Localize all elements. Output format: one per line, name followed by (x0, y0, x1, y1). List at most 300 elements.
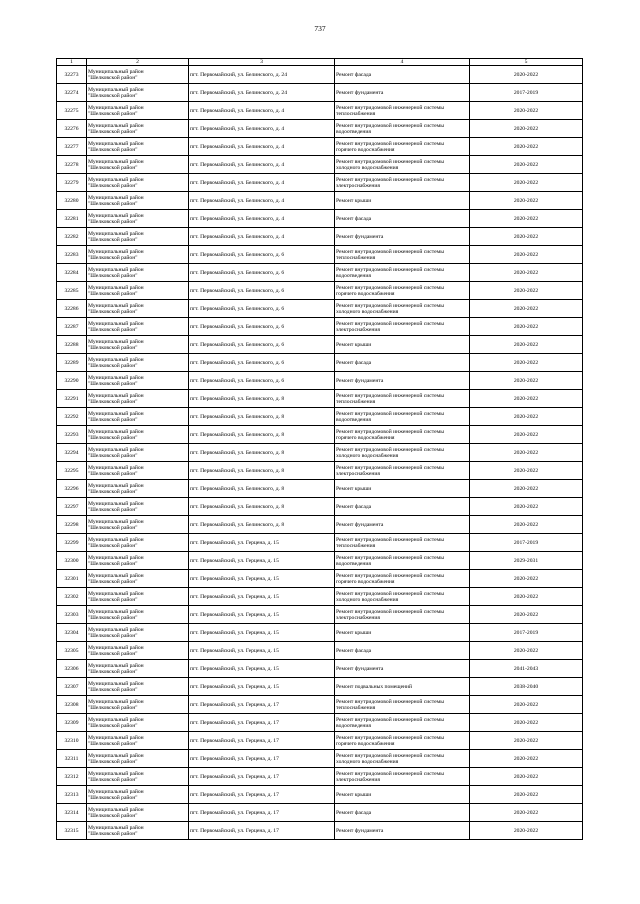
municipality-cell (87, 210, 189, 228)
table-row (57, 156, 583, 174)
table-row (57, 624, 583, 642)
header-col-5: 5 (470, 59, 583, 66)
address-cell: пгт. Первомайский, ул. Герцена, д. 15 (189, 642, 335, 660)
work-type-cell (335, 444, 470, 462)
work-type-line-2: теплоснабжения (336, 704, 376, 711)
table-row (57, 696, 583, 714)
row-number-cell: 32302 (57, 588, 87, 606)
municipality-line-2: "Шелковской район" (88, 596, 138, 603)
municipality-line-1: Муниципальный район (88, 104, 144, 111)
work-type-line-1: Ремонт фундамента (336, 89, 384, 96)
work-type-cell (335, 660, 470, 678)
work-type-line-1: Ремонт фасада (336, 503, 372, 510)
period-cell: 2029-2031 (470, 552, 583, 570)
row-number-cell: 32301 (57, 570, 87, 588)
period-cell: 2020-2022 (470, 336, 583, 354)
table-row (57, 66, 583, 84)
work-type-cell (335, 804, 470, 822)
work-type-line-1: Ремонт внутридомовой инженерной системы (336, 248, 444, 255)
work-type-cell (335, 156, 470, 174)
work-type-line-2: электроснабжения (336, 776, 380, 783)
municipality-line-1: Муниципальный район (88, 806, 144, 813)
municipality-cell (87, 120, 189, 138)
municipality-line-1: Муниципальный район (88, 698, 144, 705)
municipality-line-2: "Шелковской район" (88, 740, 138, 747)
period-cell: 2020-2022 (470, 426, 583, 444)
address-cell: пгт. Первомайский, ул. Белинского, д. 8 (189, 390, 335, 408)
address-cell: пгт. Первомайский, ул. Герцена, д. 17 (189, 804, 335, 822)
work-type-cell (335, 408, 470, 426)
municipality-line-2: "Шелковской район" (88, 452, 138, 459)
municipality-line-2: "Шелковской район" (88, 830, 138, 837)
municipality-cell (87, 408, 189, 426)
period-cell: 2020-2022 (470, 120, 583, 138)
period-cell: 2020-2022 (470, 498, 583, 516)
period-cell: 2020-2022 (470, 606, 583, 624)
period-cell: 2020-2022 (470, 210, 583, 228)
address-cell: пгт. Первомайский, ул. Белинского, д. 24 (189, 66, 335, 84)
period-cell: 2020-2022 (470, 804, 583, 822)
municipality-line-2: "Шелковской район" (88, 308, 138, 315)
work-type-line-1: Ремонт крыши (336, 791, 372, 798)
municipality-line-1: Муниципальный район (88, 356, 144, 363)
address-cell: пгт. Первомайский, ул. Белинского, д. 6 (189, 336, 335, 354)
period-cell: 2020-2022 (470, 300, 583, 318)
table-row (57, 120, 583, 138)
address-cell: пгт. Первомайский, ул. Герцена, д. 15 (189, 678, 335, 696)
address-cell: пгт. Первомайский, ул. Белинского, д. 4 (189, 102, 335, 120)
work-type-line-1: Ремонт крыши (336, 197, 372, 204)
municipality-line-2: "Шелковской район" (88, 704, 138, 711)
row-number-cell: 32294 (57, 444, 87, 462)
municipality-cell (87, 336, 189, 354)
municipality-line-1: Муниципальный район (88, 716, 144, 723)
work-type-cell (335, 732, 470, 750)
municipality-line-1: Муниципальный район (88, 176, 144, 183)
municipality-line-2: "Шелковской район" (88, 200, 138, 207)
work-type-line-1: Ремонт внутридомовой инженерной системы (336, 716, 444, 723)
municipality-line-2: "Шелковской район" (88, 218, 138, 225)
address-cell: пгт. Первомайский, ул. Герцена, д. 17 (189, 822, 335, 840)
period-cell: 2041-2043 (470, 660, 583, 678)
municipality-cell (87, 804, 189, 822)
work-type-line-2: горячего водоснабжения (336, 434, 395, 441)
municipality-cell (87, 552, 189, 570)
work-type-cell (335, 678, 470, 696)
municipality-cell (87, 768, 189, 786)
municipality-line-2: "Шелковской район" (88, 164, 138, 171)
address-cell: пгт. Первомайский, ул. Герцена, д. 15 (189, 534, 335, 552)
table-row (57, 552, 583, 570)
row-number-cell: 32304 (57, 624, 87, 642)
work-type-cell (335, 498, 470, 516)
period-cell: 2020-2022 (470, 444, 583, 462)
address-cell: пгт. Первомайский, ул. Белинского, д. 8 (189, 498, 335, 516)
municipality-cell (87, 228, 189, 246)
address-cell: пгт. Первомайский, ул. Белинского, д. 24 (189, 84, 335, 102)
address-cell: пгт. Первомайский, ул. Герцена, д. 17 (189, 786, 335, 804)
municipality-cell (87, 624, 189, 642)
work-type-line-1: Ремонт фасада (336, 359, 372, 366)
period-cell: 2020-2022 (470, 246, 583, 264)
work-type-line-1: Ремонт внутридомовой инженерной системы (336, 104, 444, 111)
work-type-line-2: водоотведения (336, 722, 371, 729)
municipality-line-2: "Шелковской район" (88, 74, 138, 81)
address-cell: пгт. Первомайский, ул. Белинского, д. 8 (189, 426, 335, 444)
period-cell: 2020-2022 (470, 372, 583, 390)
address-cell: пгт. Первомайский, ул. Герцена, д. 17 (189, 714, 335, 732)
row-number-cell: 32299 (57, 534, 87, 552)
period-cell: 2020-2022 (470, 390, 583, 408)
municipality-line-2: "Шелковской район" (88, 722, 138, 729)
address-cell: пгт. Первомайский, ул. Белинского, д. 6 (189, 264, 335, 282)
table-row (57, 606, 583, 624)
row-number-cell: 32315 (57, 822, 87, 840)
table-row (57, 408, 583, 426)
municipality-line-2: "Шелковской район" (88, 92, 138, 99)
period-cell: 2020-2022 (470, 408, 583, 426)
period-cell: 2020-2022 (470, 480, 583, 498)
period-cell: 2020-2022 (470, 642, 583, 660)
municipality-line-1: Муниципальный район (88, 122, 144, 129)
work-type-line-2: электроснабжения (336, 182, 380, 189)
work-type-cell (335, 588, 470, 606)
table-row (57, 570, 583, 588)
table-row (57, 228, 583, 246)
work-type-line-2: электроснабжения (336, 614, 380, 621)
table-row (57, 444, 583, 462)
work-type-cell (335, 372, 470, 390)
period-cell: 2020-2022 (470, 354, 583, 372)
address-cell: пгт. Первомайский, ул. Белинского, д. 4 (189, 174, 335, 192)
work-type-line-2: теплоснабжения (336, 254, 376, 261)
table-row (57, 678, 583, 696)
table-row (57, 732, 583, 750)
work-type-line-1: Ремонт внутридомовой инженерной системы (336, 554, 444, 561)
row-number-cell: 32309 (57, 714, 87, 732)
work-type-line-1: Ремонт внутридомовой инженерной системы (336, 536, 444, 543)
table-row (57, 84, 583, 102)
work-type-cell (335, 282, 470, 300)
municipality-line-1: Муниципальный район (88, 338, 144, 345)
table-row (57, 336, 583, 354)
work-type-cell (335, 66, 470, 84)
address-cell: пгт. Первомайский, ул. Белинского, д. 4 (189, 228, 335, 246)
period-cell: 2020-2022 (470, 768, 583, 786)
municipality-line-2: "Шелковской район" (88, 632, 138, 639)
address-cell: пгт. Первомайский, ул. Герцена, д. 17 (189, 696, 335, 714)
municipality-line-2: "Шелковской район" (88, 542, 138, 549)
address-cell: пгт. Первомайский, ул. Герцена, д. 15 (189, 552, 335, 570)
municipality-cell (87, 102, 189, 120)
table-row (57, 786, 583, 804)
row-number-cell: 32288 (57, 336, 87, 354)
municipality-line-1: Муниципальный район (88, 770, 144, 777)
municipality-cell (87, 786, 189, 804)
address-cell: пгт. Первомайский, ул. Белинского, д. 6 (189, 300, 335, 318)
municipality-line-2: "Шелковской район" (88, 812, 138, 819)
table-row (57, 138, 583, 156)
period-cell: 2020-2022 (470, 318, 583, 336)
work-type-line-1: Ремонт крыши (336, 629, 372, 636)
row-number-cell: 32305 (57, 642, 87, 660)
work-type-cell (335, 552, 470, 570)
work-type-line-2: горячего водоснабжения (336, 578, 395, 585)
work-type-line-1: Ремонт внутридомовой инженерной системы (336, 140, 444, 147)
page-number: 737 (314, 24, 326, 33)
municipality-cell (87, 678, 189, 696)
header-col-3: 3 (189, 59, 335, 66)
address-cell: пгт. Первомайский, ул. Белинского, д. 8 (189, 408, 335, 426)
header-col-4: 4 (335, 59, 470, 66)
header-col-2: 2 (87, 59, 189, 66)
period-cell: 2020-2022 (470, 786, 583, 804)
table-row (57, 192, 583, 210)
municipality-line-2: "Шелковской район" (88, 488, 138, 495)
municipality-line-2: "Шелковской район" (88, 128, 138, 135)
municipality-cell (87, 570, 189, 588)
table-row (57, 354, 583, 372)
municipality-line-1: Муниципальный район (88, 590, 144, 597)
municipality-line-2: "Шелковской район" (88, 272, 138, 279)
municipality-cell (87, 696, 189, 714)
row-number-cell: 32303 (57, 606, 87, 624)
municipality-line-2: "Шелковской район" (88, 254, 138, 261)
address-cell: пгт. Первомайский, ул. Белинского, д. 8 (189, 444, 335, 462)
work-type-line-2: холодного водоснабжения (336, 452, 399, 459)
work-type-cell (335, 822, 470, 840)
work-type-line-1: Ремонт внутридомовой инженерной системы (336, 752, 444, 759)
municipality-cell (87, 516, 189, 534)
municipality-cell (87, 642, 189, 660)
row-number-cell: 32293 (57, 426, 87, 444)
municipality-cell (87, 822, 189, 840)
table-row (57, 750, 583, 768)
municipality-line-2: "Шелковской район" (88, 398, 138, 405)
period-cell: 2017-2019 (470, 534, 583, 552)
municipality-line-2: "Шелковской район" (88, 578, 138, 585)
address-cell: пгт. Первомайский, ул. Белинского, д. 6 (189, 246, 335, 264)
municipality-line-2: "Шелковской район" (88, 614, 138, 621)
municipality-cell (87, 588, 189, 606)
work-type-line-1: Ремонт фасада (336, 71, 372, 78)
row-number-cell: 32280 (57, 192, 87, 210)
work-type-line-1: Ремонт подвальных помещений (336, 683, 413, 690)
work-type-line-1: Ремонт фасада (336, 809, 372, 816)
work-type-cell (335, 606, 470, 624)
address-cell: пгт. Первомайский, ул. Белинского, д. 8 (189, 516, 335, 534)
municipality-line-2: "Шелковской район" (88, 560, 138, 567)
municipality-line-1: Муниципальный район (88, 410, 144, 417)
work-type-line-2: электроснабжения (336, 470, 380, 477)
municipality-line-1: Муниципальный район (88, 320, 144, 327)
work-type-cell (335, 354, 470, 372)
municipality-line-1: Муниципальный район (88, 662, 144, 669)
municipality-line-1: Муниципальный район (88, 788, 144, 795)
period-cell: 2020-2022 (470, 228, 583, 246)
address-cell: пгт. Первомайский, ул. Белинского, д. 6 (189, 318, 335, 336)
header-col-1: 1 (57, 59, 87, 66)
municipality-line-1: Муниципальный район (88, 428, 144, 435)
period-cell: 2020-2022 (470, 750, 583, 768)
row-number-cell: 32289 (57, 354, 87, 372)
work-type-line-2: теплоснабжения (336, 398, 376, 405)
row-number-cell: 32284 (57, 264, 87, 282)
period-cell: 2038-2040 (470, 678, 583, 696)
work-type-line-1: Ремонт внутридомовой инженерной системы (336, 158, 444, 165)
municipality-line-1: Муниципальный район (88, 284, 144, 291)
work-type-line-1: Ремонт внутридомовой инженерной системы (336, 572, 444, 579)
municipality-cell (87, 138, 189, 156)
work-type-line-1: Ремонт крыши (336, 485, 372, 492)
municipality-line-1: Муниципальный район (88, 446, 144, 453)
address-cell: пгт. Первомайский, ул. Герцена, д. 15 (189, 624, 335, 642)
municipality-line-2: "Шелковской район" (88, 668, 138, 675)
municipality-cell (87, 480, 189, 498)
work-type-cell (335, 318, 470, 336)
municipality-line-2: "Шелковской район" (88, 524, 138, 531)
row-number-cell: 32286 (57, 300, 87, 318)
work-type-line-1: Ремонт внутридомовой инженерной системы (336, 608, 444, 615)
address-cell: пгт. Первомайский, ул. Белинского, д. 4 (189, 120, 335, 138)
work-type-line-2: горячего водоснабжения (336, 290, 395, 297)
table-row (57, 246, 583, 264)
row-number-cell: 32306 (57, 660, 87, 678)
work-type-line-1: Ремонт внутридомовой инженерной системы (336, 698, 444, 705)
table-body (57, 66, 583, 840)
municipality-line-1: Муниципальный район (88, 752, 144, 759)
table-row (57, 768, 583, 786)
municipality-line-2: "Шелковской район" (88, 416, 138, 423)
row-number-cell: 32307 (57, 678, 87, 696)
work-type-cell (335, 102, 470, 120)
municipality-line-1: Муниципальный район (88, 230, 144, 237)
municipality-cell (87, 318, 189, 336)
period-cell: 2020-2022 (470, 282, 583, 300)
work-type-line-2: холодного водоснабжения (336, 164, 399, 171)
municipality-line-1: Муниципальный район (88, 212, 144, 219)
table-row (57, 498, 583, 516)
address-cell: пгт. Первомайский, ул. Герцена, д. 15 (189, 570, 335, 588)
municipality-line-1: Муниципальный район (88, 482, 144, 489)
row-number-cell: 32296 (57, 480, 87, 498)
address-cell: пгт. Первомайский, ул. Герцена, д. 15 (189, 588, 335, 606)
municipality-cell (87, 66, 189, 84)
work-type-line-1: Ремонт внутридомовой инженерной системы (336, 428, 444, 435)
table-row (57, 372, 583, 390)
work-type-line-2: холодного водоснабжения (336, 308, 399, 315)
row-number-cell: 32313 (57, 786, 87, 804)
row-number-cell: 32298 (57, 516, 87, 534)
row-number-cell: 32292 (57, 408, 87, 426)
table-row (57, 660, 583, 678)
municipality-cell (87, 732, 189, 750)
address-cell: пгт. Первомайский, ул. Белинского, д. 4 (189, 192, 335, 210)
period-cell: 2020-2022 (470, 174, 583, 192)
municipality-line-2: "Шелковской район" (88, 362, 138, 369)
municipality-line-1: Муниципальный район (88, 374, 144, 381)
work-type-cell (335, 696, 470, 714)
municipality-line-1: Муниципальный район (88, 500, 144, 507)
municipality-cell (87, 534, 189, 552)
work-type-line-1: Ремонт внутридомовой инженерной системы (336, 176, 444, 183)
work-type-line-2: теплоснабжения (336, 542, 376, 549)
period-cell: 2020-2022 (470, 588, 583, 606)
municipality-cell (87, 354, 189, 372)
period-cell: 2020-2022 (470, 462, 583, 480)
work-type-line-2: водоотведения (336, 416, 371, 423)
row-number-cell: 32282 (57, 228, 87, 246)
period-cell: 2020-2022 (470, 156, 583, 174)
work-type-line-1: Ремонт фундамента (336, 827, 384, 834)
municipality-line-2: "Шелковской район" (88, 686, 138, 693)
municipality-line-2: "Шелковской район" (88, 182, 138, 189)
work-type-cell (335, 336, 470, 354)
address-cell: пгт. Первомайский, ул. Белинского, д. 4 (189, 138, 335, 156)
municipality-line-2: "Шелковской район" (88, 236, 138, 243)
work-type-line-1: Ремонт фундамента (336, 521, 384, 528)
work-type-line-1: Ремонт внутридомовой инженерной системы (336, 446, 444, 453)
work-type-line-1: Ремонт внутридомовой инженерной системы (336, 284, 444, 291)
work-type-cell (335, 120, 470, 138)
address-cell: пгт. Первомайский, ул. Герцена, д. 17 (189, 732, 335, 750)
work-type-cell (335, 174, 470, 192)
municipality-cell (87, 192, 189, 210)
work-type-line-1: Ремонт внутридомовой инженерной системы (336, 266, 444, 273)
municipality-cell (87, 156, 189, 174)
municipality-line-1: Муниципальный район (88, 626, 144, 633)
municipality-line-2: "Шелковской район" (88, 434, 138, 441)
row-number-cell: 32312 (57, 768, 87, 786)
municipality-line-1: Муниципальный район (88, 734, 144, 741)
address-cell: пгт. Первомайский, ул. Белинского, д. 8 (189, 480, 335, 498)
municipality-cell (87, 390, 189, 408)
period-cell: 2020-2022 (470, 516, 583, 534)
row-number-cell: 32281 (57, 210, 87, 228)
work-type-cell (335, 210, 470, 228)
row-number-cell: 32279 (57, 174, 87, 192)
work-type-line-1: Ремонт внутридомовой инженерной системы (336, 392, 444, 399)
work-type-cell (335, 246, 470, 264)
row-number-cell: 32297 (57, 498, 87, 516)
table-row (57, 390, 583, 408)
work-type-line-1: Ремонт внутридомовой инженерной системы (336, 320, 444, 327)
address-cell: пгт. Первомайский, ул. Белинского, д. 4 (189, 210, 335, 228)
municipality-cell (87, 714, 189, 732)
municipality-cell (87, 462, 189, 480)
capital-repair-table (56, 58, 583, 840)
work-type-cell (335, 534, 470, 552)
municipality-line-1: Муниципальный район (88, 644, 144, 651)
period-cell: 2020-2022 (470, 822, 583, 840)
municipality-line-2: "Шелковской район" (88, 380, 138, 387)
work-type-cell (335, 624, 470, 642)
table-row (57, 210, 583, 228)
municipality-line-1: Муниципальный район (88, 680, 144, 687)
work-type-line-1: Ремонт внутридомовой инженерной системы (336, 410, 444, 417)
address-cell: пгт. Первомайский, ул. Белинского, д. 8 (189, 462, 335, 480)
work-type-line-2: горячего водоснабжения (336, 146, 395, 153)
municipality-cell (87, 660, 189, 678)
work-type-cell (335, 786, 470, 804)
address-cell: пгт. Первомайский, ул. Герцена, д. 17 (189, 750, 335, 768)
period-cell: 2017-2019 (470, 624, 583, 642)
address-cell: пгт. Первомайский, ул. Белинского, д. 6 (189, 282, 335, 300)
municipality-line-1: Муниципальный район (88, 248, 144, 255)
work-type-line-2: холодного водоснабжения (336, 596, 399, 603)
municipality-line-2: "Шелковской район" (88, 290, 138, 297)
address-cell: пгт. Первомайский, ул. Белинского, д. 6 (189, 354, 335, 372)
